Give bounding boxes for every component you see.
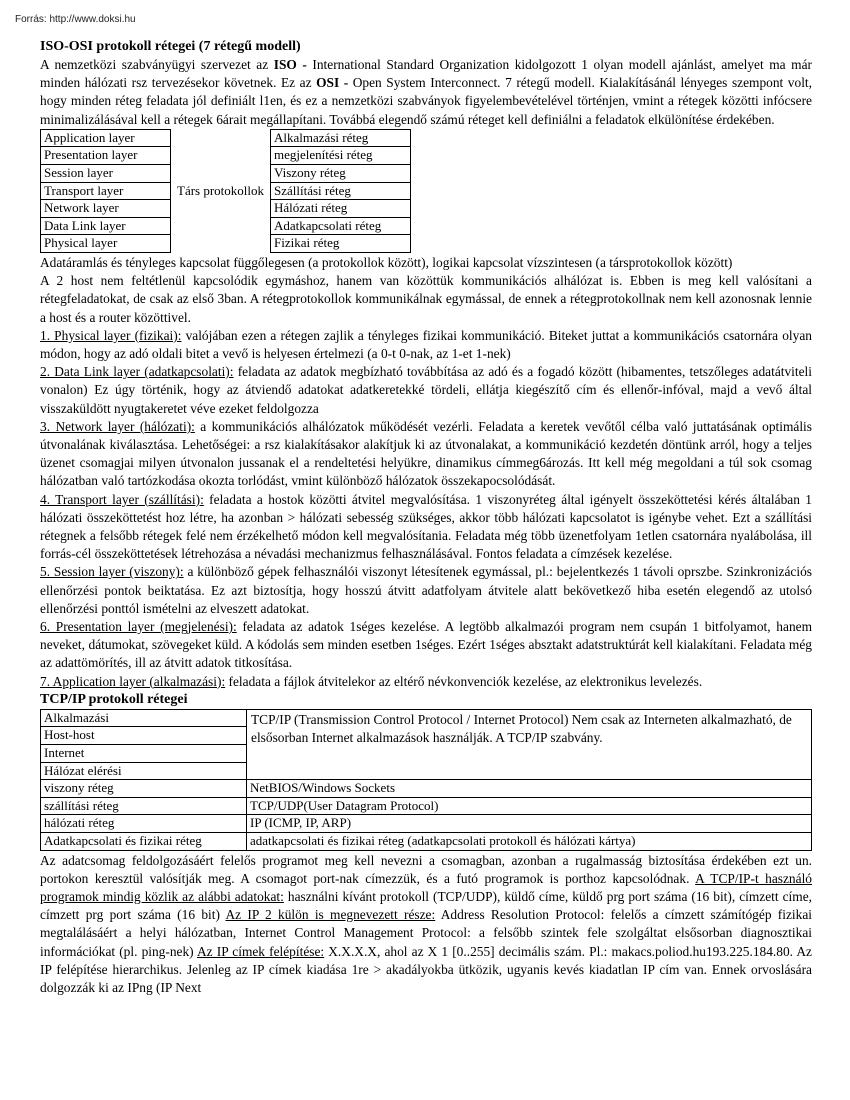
osi-layer-en: Presentation layer <box>41 147 171 165</box>
table-row <box>41 129 411 147</box>
osi-layer-hu: Viszony réteg <box>271 165 411 183</box>
tcp-protocol-cell: adatkapcsolati és fizikai réteg (adatkapcsolati protokoll és hálózati kártya) <box>247 833 812 851</box>
osi-layer-hu: Alkalmazási réteg <box>271 129 411 147</box>
layer-paragraph: 6. Presentation layer (megjelenési): feladata az adatok 1séges kezelése. A legtöbb alkalmazói program nem csupán 1 bitfolyamot, hanem neveket, dátumokat, szövegeket küld. A kódolás sem minden esetben 1séges. Ezért 1séges absztakt adatstruktúrát kell kialakítani. Feladata még az adattömörítés, ill az átvitt adatok titkosítása. <box>40 619 812 671</box>
table-row <box>41 709 812 727</box>
document-page <box>40 38 812 997</box>
peer-protocols-label: Társ protokollok <box>177 182 265 198</box>
tcp-protocol-cell: NetBIOS/Windows Sockets <box>247 780 812 798</box>
tcp-layer-cell: viszony réteg <box>41 780 247 798</box>
source-header: Forrás: http://www.doksi.hu <box>15 14 136 25</box>
tcp-layer-cell: Host-host <box>41 727 247 745</box>
intro-paragraph: A nemzetközi szabványügyi szervezet az ISO - International Standard Organization kidolgozott 1 olyan modell ajánlást, amelyet ma már minden hálózati rsz tervezésekor követnek. Ez az OSI - Open System Interconnect. 7 rétegű modell. Kialakításánál lényeges szempont volt, hogy minden réteg feladata jól definiált l1en, és ez a nemzetközi szabványok figyelembevételével történjen, vmint a rétegek közötti infócsere minimalizálásával kell a rétegek 6árait megállapítani. Továbbá elegendő számú réteget kell definiálni a feladatok elkülönítése érdekében. <box>40 57 812 127</box>
layer-heading: 1. Physical layer (fizikai): <box>40 327 182 343</box>
osi-layer-hu: Adatkapcsolati réteg <box>271 217 411 235</box>
tcp-protocol-cell: TCP/UDP(User Datagram Protocol) <box>247 797 812 815</box>
table-row <box>41 797 812 815</box>
osi-layer-hu: megjelenítési réteg <box>271 147 411 165</box>
osi-layer-en: Network layer <box>41 200 171 218</box>
page-title: ISO-OSI protokoll rétegei (7 rétegű modell) <box>40 39 301 54</box>
layer-paragraph: 5. Session layer (viszony): a különböző gépek felhasználói viszonyt létesítenek egymással, pl.: bejelentkezés 1 távoli oprszbe. Szinkronizációs ellenőrzési pontok beiktatása. Ez azt biztosítja, hogy hosszú átvitt adatfolyam átvitele alatt bekövetkező hiba esetén elegendő az utolsó ellenőrzési ponttól ismételni az elveszett adatokat. <box>40 564 812 616</box>
osi-layer-hu: Szállítási réteg <box>271 182 411 200</box>
osi-layer-en: Session layer <box>41 165 171 183</box>
tcp-protocol-cell: IP (ICMP, IP, ARP) <box>247 815 812 833</box>
tcp-layer-cell: Alkalmazási <box>41 709 247 727</box>
layer-paragraph: 3. Network layer (hálózati): a kommunikációs alhálózatok működését vezérli. Feladata a keretek vevőtől célba való juttatásának optimális útvonalának kiválasztása. Lehetőségei: a rsz kialakításakor alakítjuk ki az útvonalakat, a kommunikáció kezdetén döntünk arról, hogy a teljes üzenet csomagjai milyen útvonalon jussanak el a rendeltetési helyükre, dinamikus címmeg6ározás. Itt kell még megoldani a túl sok csomag hálózatban való tartózkodása okozta torlódást, vmint különböző hálózatok összekapocsolódását. <box>40 418 812 489</box>
table-row <box>41 780 812 798</box>
tcp-section-title: TCP/IP protokoll rétegei <box>40 691 188 707</box>
tcp-layer-cell: Internet <box>41 745 247 763</box>
tcp-layer-cell: Hálózat elérési <box>41 762 247 780</box>
layer-paragraph: 4. Transport layer (szállítási): feladata a hostok közötti átvitel megvalósítása. 1 viszonyréteg által igényelt összeköttetési kérés általában 1 hálózati összeköttetést hoz létre, ha azonban > hálózati sebesség szükséges, akkor több hálózati kapcsolatot is igénybe vehet. Ezt a szállítási rétegnek a felsőbb rétegek felé nem érzékelhető módon kell megvalósítania. Feladata még több üzenetfolyam 1etlen csatornára nyalábolása, ill forrás-cél összeköttetések létrehozása a névadási mechanizmus felhasználásával. Fontos feladata a címzések kezelése. <box>40 491 812 562</box>
layer-heading: 6. Presentation layer (megjelenési): <box>40 619 237 635</box>
layer-heading: 3. Network layer (hálózati): <box>40 418 195 434</box>
tcp-layer-cell: Adatkapcsolati és fizikai réteg <box>41 833 247 851</box>
host-paragraph: A 2 host nem feltétlenül kapcsolódik egymáshoz, hanem van közöttük kommunikációs alhálózat is. Ebben is meg kell valósítani a rétegfeladatokat, de csak az első 3ban. A rétegprotokollok kommunikálnak egymással, de ennek a rétegprotokollnak nem kell azonosnak lennie a host és a router közöttivel. <box>40 273 812 325</box>
tcp-layer-cell: szállítási réteg <box>41 797 247 815</box>
tcp-layer-cell: hálózati réteg <box>41 815 247 833</box>
layer-heading: 2. Data Link layer (adatkapcsolati): <box>40 364 234 380</box>
tcp-description: TCP/IP (Transmission Control Protocol / Internet Protocol) Nem csak az Interneten alkalmazható, de elsősorban Internet alkalmazások használják. A TCP/IP szabvány. <box>247 709 812 779</box>
osi-layer-hu: Fizikai réteg <box>271 235 411 253</box>
layer-heading: 5. Session layer (viszony): <box>40 564 184 580</box>
osi-layer-hu: Hálózati réteg <box>271 200 411 218</box>
layer-paragraph: 7. Application layer (alkalmazási): feladata a fájlok átvitelekor az eltérő névkonvenciók kezelése, az elektronikus levelezés. <box>40 673 703 689</box>
layer-paragraph: 2. Data Link layer (adatkapcsolati): feladata az adatok megbízható továbbítása az adó és a fogadó között (hibamentes, tetszőleges adatátviteli vonalon) Ez úgy történik, hogy az átviendő adatokat adatkeretekké tördeli, ellátja kiegészítő cím és ellenőr-infóval, majd a vevő által visszaküldött nyugtakeretet véve ezeket feldolgozza <box>40 364 813 416</box>
layer-heading: 4. Transport layer (szállítási): <box>40 491 204 507</box>
tcp-layer-table <box>40 709 812 851</box>
osi-layer-en: Physical layer <box>41 235 171 253</box>
layer-heading: 7. Application layer (alkalmazási): <box>40 673 226 689</box>
osi-layer-table <box>40 129 411 253</box>
table-row <box>41 833 812 851</box>
layer-paragraph: 1. Physical layer (fizikai): valójában ezen a rétegen zajlik a tényleges fizikai kommunikáció. Biteket juttat a kommunikációs csatornára olyan módon, hogy az adó oldali bitet a vevő is helyesen értelmezi (a 0-t 0-nak, az 1-et 1-nek) <box>40 327 812 361</box>
osi-layer-en: Application layer <box>41 129 171 147</box>
osi-layer-en: Transport layer <box>41 182 171 200</box>
closing-paragraph: Az adatcsomag feldolgozásáért felelős programot meg kell nevezni a csomagban, azonban a rugalmasság biztosítása érdekében ezt un. portokon keresztül valósítják meg. A csomagot port-nak címezzük, és a futó programok is porthoz kapcsolódnak. A TCP/IP-t használó programok mindig közlik az alábbi adatokat: használni kívánt protokoll (TCP/UDP), küldő címe, küldő prg port száma (16 bit), címzett címe, címzett prg port száma (16 bit) Az IP 2 külön is megnevezett része: Address Resolution Protocol: felelős a címzett számítógép fizikai megtalálásáért a helyi hálózatban, Internet Control Management Protocol: a felsőbb szintek fele szolgáltat elsősorban diagnosztikai információkat (pl. ping-nek) Az IP címek felépítése: X.X.X.X, ahol az X 1 [0..255] decimális szám. Pl.: makacs.poliod.hu193.225.184.80. Az IP felépítése hierarchikus. Jelenleg az IP címek kiadása 1re > akadályokba ütközik, ugyanis kevés kiadatlan IP cím van. Ennek orvoslására dolgozzák ki az IPng (IP Next <box>40 852 812 996</box>
dataflow-paragraph: Adatáramlás és tényleges kapcsolat függőlegesen (a protokollok között), logikai kapcsolat vízszintesen (a társprotokollok között) <box>40 254 733 270</box>
table-row <box>41 815 812 833</box>
osi-layer-en: Data Link layer <box>41 217 171 235</box>
